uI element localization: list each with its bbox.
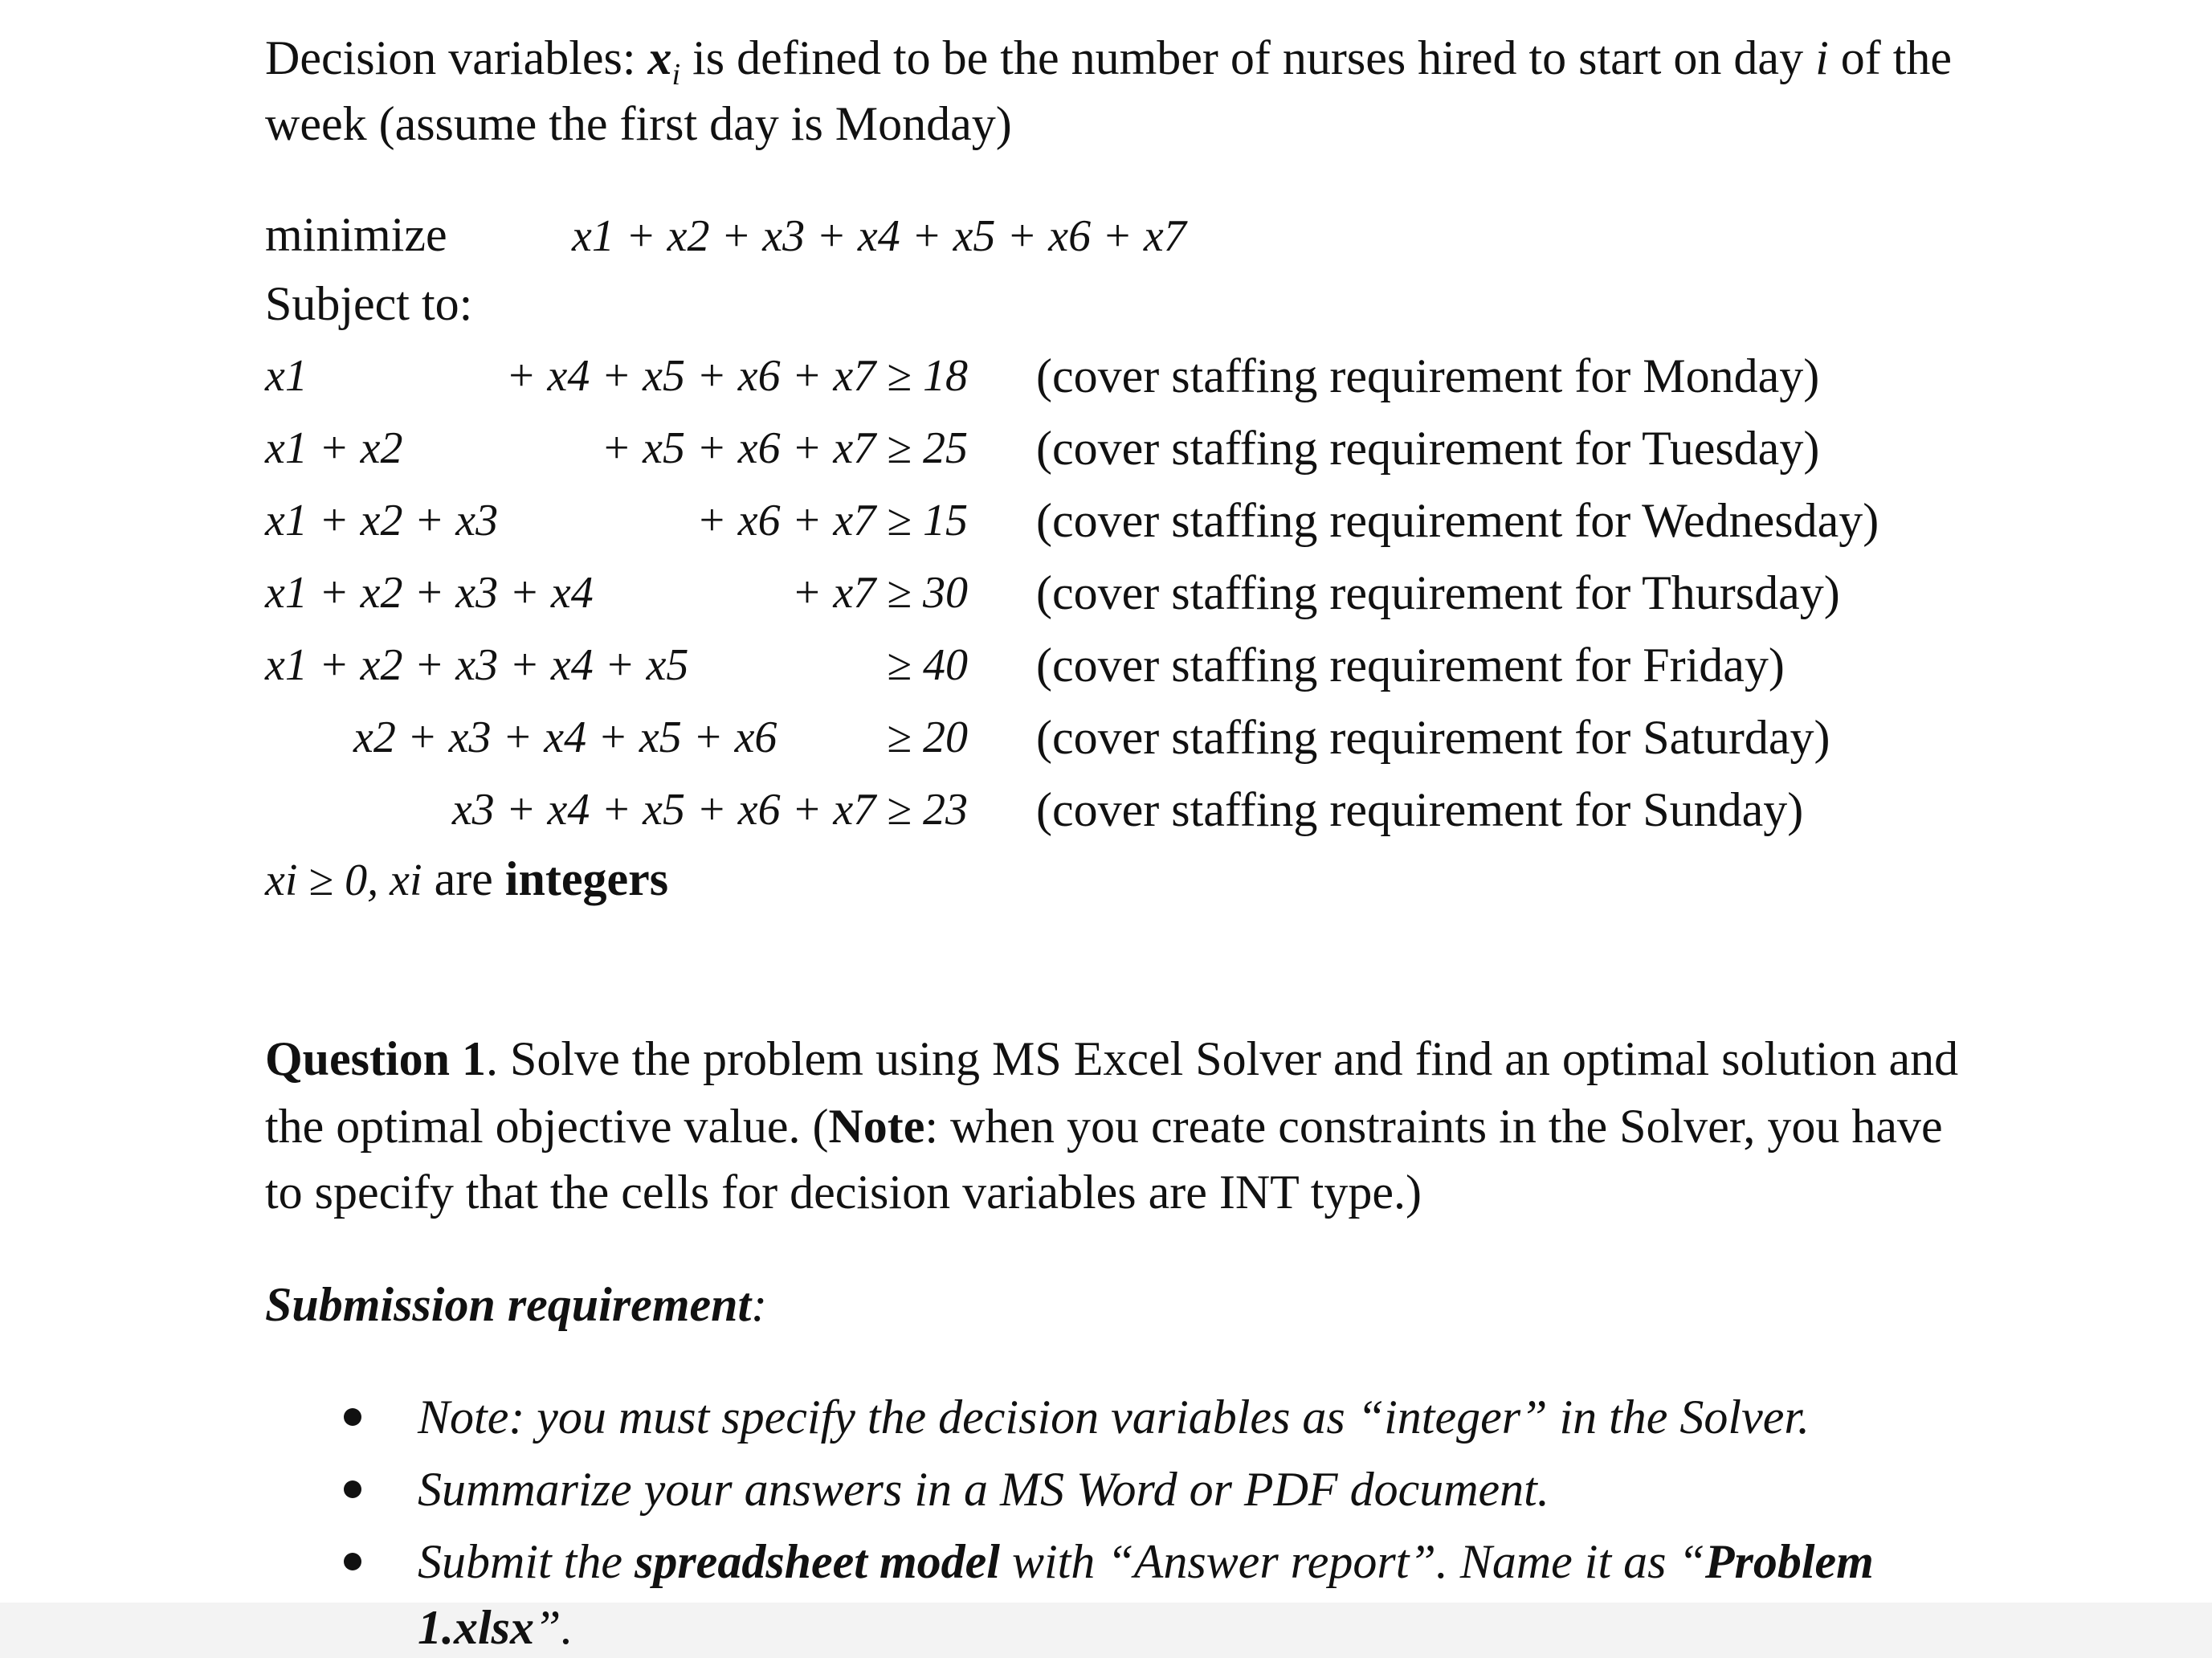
constraint-note-tuesday: (cover staffing requirement for Tuesday): [1036, 422, 1820, 475]
constraint-rhs-friday: ≥ 40: [887, 640, 968, 690]
bullet-item-3: [418, 1533, 1874, 1591]
question-text-2a: the optimal objective value. (: [265, 1100, 829, 1153]
bullet3-text-c: with “Answer report”. Name it as “: [999, 1535, 1705, 1588]
nonneg-integers: integers: [504, 852, 669, 905]
bullet3-spreadsheet-model: spreadsheet model: [634, 1535, 1000, 1588]
intro-text-a: Decision variables:: [265, 31, 648, 84]
submission-heading-colon: :: [751, 1278, 768, 1331]
bullet3-problem: Problem: [1704, 1535, 1874, 1588]
constraint-lhs-friday: x1 + x2 + x3 + x4 + x5: [265, 640, 689, 690]
constraint-rhs-monday: + x4 + x5 + x6 + x7 ≥ 18: [505, 351, 968, 401]
constraint-note-saturday: (cover staffing requirement for Saturday): [1036, 711, 1830, 764]
intro-var-sub: i: [671, 58, 681, 92]
bullet-icon-1: [344, 1408, 361, 1426]
bullet-item-2: Summarize your answers in a MS Word or PDF document.: [418, 1463, 1549, 1516]
intro-line-1: [265, 29, 1952, 104]
nonneg-line: [265, 850, 668, 909]
bullet-icon-3: [344, 1553, 361, 1570]
intro-var-i: i: [1815, 31, 1829, 84]
question-line-3: to specify that the cells for decision variables are INT type.): [265, 1166, 1422, 1219]
constraint-lhs-thursday: x1 + x2 + x3 + x4: [265, 568, 594, 618]
question-line-1: [265, 1030, 1958, 1088]
constraint-lhs-monday: x1: [265, 351, 308, 401]
submission-heading: [265, 1276, 767, 1333]
constraint-note-friday: (cover staffing requirement for Friday): [1036, 639, 1785, 692]
bullet3-filename: 1.xlsx: [418, 1601, 535, 1654]
constraint-note-sunday: (cover staffing requirement for Sunday): [1036, 783, 1804, 836]
bullet3-text-f: ”.: [534, 1601, 573, 1654]
bottom-shaded-band: [0, 1603, 2212, 1658]
bullet3-text-a: Submit the: [418, 1535, 635, 1588]
constraint-lhs-wednesday: x1 + x2 + x3: [265, 496, 499, 545]
objective-expression: x1 + x2 + x3 + x4 + x5 + x6 + x7: [572, 211, 1186, 261]
question-note-label: Note: [828, 1100, 925, 1153]
constraint-rhs-saturday: ≥ 20: [887, 713, 968, 762]
question-label: Question 1: [265, 1032, 487, 1085]
question-line-2: [265, 1097, 1943, 1155]
constraint-rhs-wednesday: + x6 + x7 ≥ 15: [696, 496, 968, 545]
intro-text-c: of the: [1828, 31, 1953, 84]
nonneg-expression: xi ≥ 0, xi: [265, 856, 422, 905]
constraint-sunday: x3 + x4 + x5 + x6 + x7 ≥ 23: [451, 785, 968, 835]
bullet-item-3-cont: [418, 1599, 573, 1656]
constraint-note-monday: (cover staffing requirement for Monday): [1036, 349, 1820, 402]
question-text-1: . Solve the problem using MS Excel Solver and find an optimal solution and: [486, 1032, 1959, 1085]
constraint-lhs-tuesday: x1 + x2: [265, 423, 403, 473]
intro-var-x: x: [647, 31, 672, 84]
subject-to-label: Subject to:: [265, 277, 473, 330]
constraint-rhs-thursday: + x7 ≥ 30: [791, 568, 968, 618]
constraint-rhs-tuesday: + x5 + x6 + x7 ≥ 25: [601, 423, 968, 473]
bullet-icon-2: [344, 1480, 361, 1498]
intro-text-b: is defined to be the number of nurses hired to start on day: [680, 31, 1816, 84]
objective-label: minimize: [265, 208, 447, 261]
intro-line-2: week (assume the first day is Monday): [265, 97, 1012, 150]
bullet-item-1: Note: you must specify the decision variables as “integer” in the Solver.: [418, 1391, 1810, 1444]
constraint-lhs-saturday: x2 + x3 + x4 + x5 + x6: [353, 713, 777, 762]
nonneg-mid: are: [422, 852, 505, 905]
question-text-2b: : when you create constraints in the Solver, you have: [924, 1100, 1943, 1153]
constraint-note-wednesday: (cover staffing requirement for Wednesday): [1036, 494, 1879, 547]
constraint-note-thursday: (cover staffing requirement for Thursday): [1036, 566, 1840, 619]
submission-heading-text: Submission requirement: [265, 1278, 752, 1331]
